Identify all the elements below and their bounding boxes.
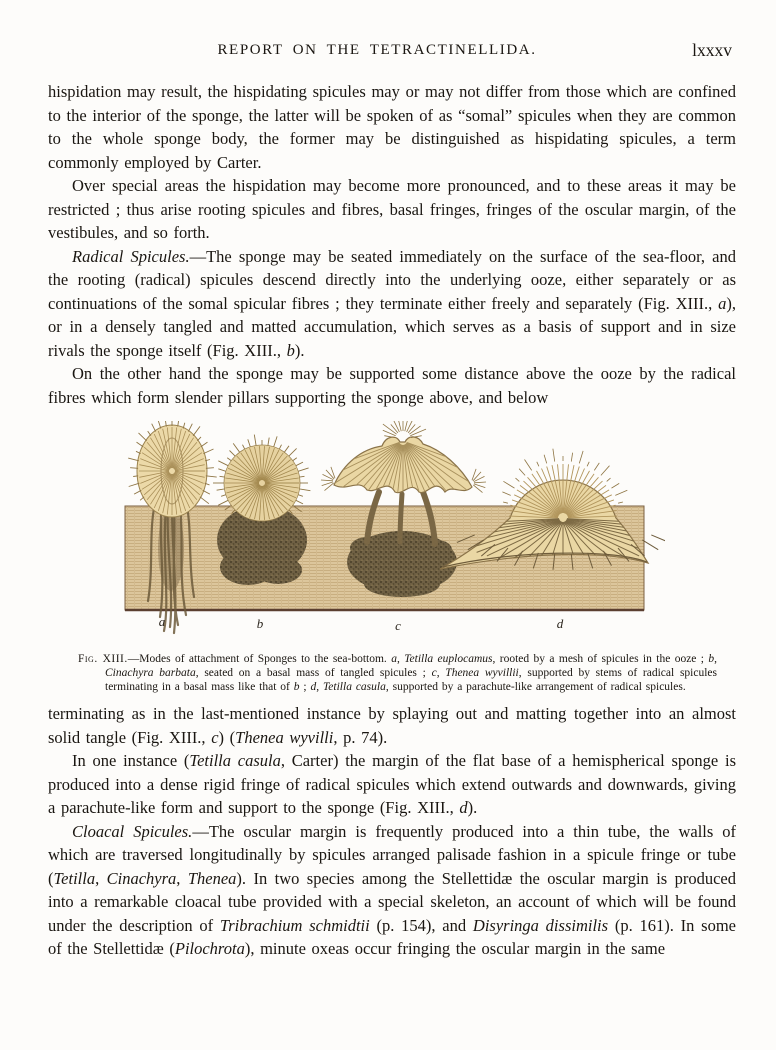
- figure-label-b: b: [256, 616, 264, 631]
- figure-13: [48, 421, 736, 694]
- figure-label-d: d: [556, 616, 564, 631]
- running-header: [48, 40, 736, 64]
- figure-caption: Fig. XIII.—Modes of attachment of Sponges to the sea-bottom. a, Tetilla euplocamus, rooted by a mesh of spicules in the ooze ; b, Cinachyra barbata, seated on a basal mass of tangled spicules ; c, Thenea wyvillii, supported by stems of radical spicules terminating in a basal mass like that of b ; d, Tetilla casula, supported by a parachute-like arrangement of radical spicules.: [78, 653, 717, 693]
- page-title: REPORT ON THE TETRACTINELLIDA.: [217, 42, 537, 58]
- paragraph: On the other hand the sponge may be supported some distance above the ooze by the radical fibres which form slender pillars supporting the sponge above, and below: [48, 364, 736, 407]
- paragraph: In one instance (Tetilla casula, Carter) the margin of the flat base of a hemispherical sponge is produced into a dense rigid fringe of radical spicules which extend outwards and downwards, giving a parachute-like form and support to the sponge (Fig. XIII., d).: [48, 751, 737, 817]
- page-text: [48, 80, 736, 961]
- paragraph: Cloacal Spicules.—The oscular margin is frequently produced into a thin tube, the walls of which are traversed longitudinally by spicules arranged palisade fashion in a spicule fringe or tube (Tetilla, Cinachyra, Thenea). In two species among the Stellettidæ the oscular margin is produced into a remarkable cloacal tube provided with a special skeleton, an account of which will be found under the description of Tribrachium schmidtii (p. 154), and Disyringa dissimilis (p. 161). In some of the Stellettidæ (Pilochrota), minute oxeas occur fringing the oscular margin in the same: [48, 821, 737, 958]
- page-number: lxxxv: [692, 40, 732, 60]
- paragraph: hispidation may result, the hispidating spicules may or may not differ from those which are confined to the interior of the sponge, the latter will be spoken of as “somal” spicules when they are common to the whole sponge body, the former may be distinguished as hispidating spicules, a term commonly employed by Carter.: [48, 82, 736, 172]
- paragraph: Radical Spicules.—The sponge may be seated immediately on the surface of the sea-floor, and the rooting (radical) spicules descend directly into the underlying ooze, either separately or as continuations of the somal spicular fibres ; they terminate either freely and separately (Fig. XIII., a), or in a densely tangled and matted accumulation, which serves as a basis of support and in size rivals the sponge itself (Fig. XIII., b).: [48, 246, 736, 360]
- figure-13-illustration: [120, 421, 665, 643]
- figure-label-c: c: [395, 618, 401, 633]
- figure-label-a: a: [158, 614, 166, 629]
- paragraph: terminating as in the last-mentioned instance by splaying out and matting together into an almost solid tangle (Fig. XIII., c) (Thenea wyvilli, p. 74).: [48, 704, 736, 747]
- paragraph: Over special areas the hispidation may become more pronounced, and to these areas it may be restricted ; thus arise rooting spicules and fibres, basal fringes, fringes of the oscular margin, of the vestibules, and so forth.: [48, 176, 736, 242]
